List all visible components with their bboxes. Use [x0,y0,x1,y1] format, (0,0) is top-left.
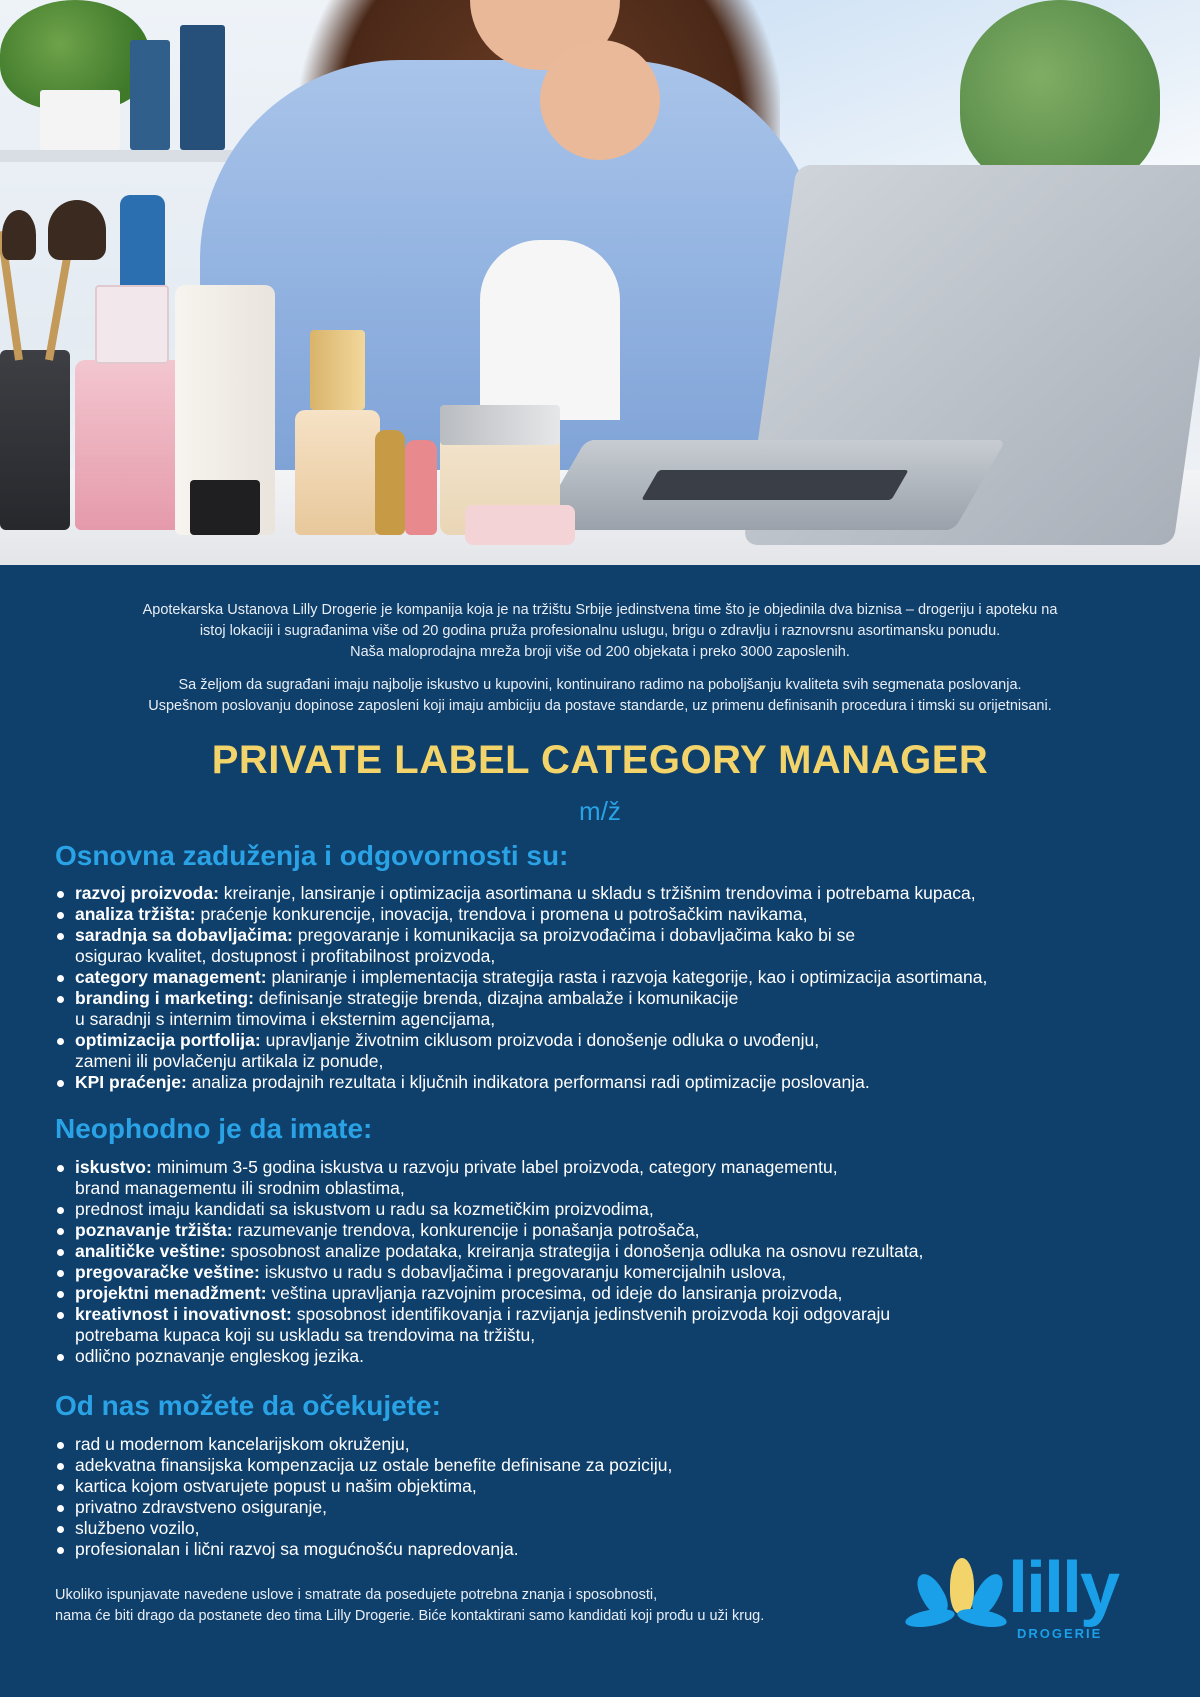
list-item [55,1283,1165,1304]
item-text: u saradnji s internim timovima i eksternim agencijama, [75,1009,496,1029]
shelf [0,150,250,162]
requirements-heading: Neophodno je da imate: [55,1113,373,1144]
list-item: adekvatna finansijska kompenzacija uz ostale benefite definisane za poziciju, [55,1455,1165,1476]
offer-list [55,1434,1165,1560]
item-label: branding i marketing: [75,988,254,1008]
item-text: sposobnost identifikovanja i razvijanja jedinstvenih proizvoda koji odgovaraju [291,1304,891,1324]
item-label: optimizacija portfolija: [75,1030,261,1050]
lipstick [375,430,405,535]
item-label: projektni menadžment: [75,1283,267,1303]
perfume-bottle-gold [295,410,380,535]
item-label: kreativnost i inovativnost: [75,1304,292,1324]
list-item: rad u modernom kancelarijskom okruženju, [55,1434,1165,1455]
closing-line-1: Ukoliko ispunjavate navedene uslove i smatrate da posedujete potrebna znanja i sposobnosti, [55,1587,658,1603]
offer-heading: Od nas možete da očekujete: [55,1390,441,1421]
item-text: veština upravljanja razvojnim procesima, od ideje do lansiranja proizvoda, [266,1283,843,1303]
item-text: analiza prodajnih rezultata i ključnih indikatora performansi radi optimizacije poslovanja. [186,1072,870,1092]
item-label: analiza tržišta: [75,904,196,924]
logo-petal [956,1606,1008,1630]
list-item [55,1262,1165,1283]
list-item: službeno vozilo, [55,1518,1165,1539]
logo-wordmark: lilly [1008,1548,1119,1628]
woman-hand [540,40,660,160]
tube-cap [190,480,260,535]
perfume-cap [95,285,169,364]
list-item [55,1030,1165,1072]
list-item [55,1346,1165,1367]
brush-bristle [48,200,106,260]
item-label: pregovaračke veštine: [75,1262,260,1282]
intro-line: Sa željom da sugrađani imaju najbolje iskustvo u kupovini, kontinuirano radimo na poboljšanju kvaliteta svih segmenata poslovanja. [178,677,1022,693]
company-intro [80,600,1120,729]
hero-photo [0,0,1200,565]
item-text: pregovaranje i komunikacija sa proizvođačima i dobavljačima kako bi se [292,925,856,945]
responsibilities-list [55,883,1165,1093]
list-item [55,904,1165,925]
item-label: saradnja sa dobavljačima: [75,925,293,945]
list-item [55,1072,1165,1093]
item-text: definisanje strategije brenda, dizajna ambalaže i komunikacije [253,988,739,1008]
shelf-pot [40,90,120,150]
item-label: KPI praćenje: [75,1072,187,1092]
list-item [55,1199,1165,1220]
intro-line: istoj lokaciji i sugrađanima više od 20 godina pruža profesionalnu uslugu, brigu o zdravlju i raznovrsnu asortimansku ponudu. [199,623,1001,639]
lilly-logo [905,1550,1155,1650]
list-item [55,1304,1165,1346]
plant-right [960,0,1160,190]
item-text: minimum 3-5 godina iskustva u razvoju private label proizvoda, category managementu, [151,1157,838,1177]
list-item [55,1157,1165,1199]
item-label: razvoj proizvoda: [75,883,219,903]
list-item [55,1220,1165,1241]
item-text: potrebama kupaca koji su uskladu sa trendovima na tržištu, [75,1325,536,1345]
list-item [55,883,1165,904]
lip-gloss [405,440,437,535]
list-item [55,1241,1165,1262]
item-text: sposobnost analize podataka, kreiranja strategija i donošenja odluka na osnovu rezultata, [225,1241,924,1261]
item-text: kreiranje, lansiranje i optimizacija asortimana u skladu s tržišnim trendovima i potrebama kupaca, [218,883,976,903]
item-label: iskustvo: [75,1157,152,1177]
brush-bristle [2,210,36,260]
intro-paragraph-2 [80,675,1120,717]
perfume-gold-cap [310,330,365,410]
list-item [55,967,1165,988]
item-label: poznavanje tržišta: [75,1220,233,1240]
closing-line-2: nama će biti drago da postanete deo tima Lilly Drogerie. Biće kontaktirani samo kandidati koji prođu u uži krug. [55,1608,765,1624]
list-item: profesionalan i lični razvoj sa mogućnošću napredovanja. [55,1539,1165,1560]
item-text: planiranje i implementacija strategija rasta i razvoja kategorije, kao i optimizacija asortimana, [266,967,988,987]
job-gender-note: m/ž [579,796,621,826]
item-text: iskustvo u radu s dobavljačima i pregovaranju komercijalnih uslova, [259,1262,787,1282]
responsibilities-heading: Osnovna zaduženja i odgovornosti su: [55,840,569,871]
intro-line: Apotekarska Ustanova Lilly Drogerie je kompanija koja je na tržištu Srbije jedinstvena time što je objedinila dva biznisa – drogeriju i apoteku na [142,602,1058,618]
item-text: osigurao kvalitet, dostupnost i profitabilnost proizvoda, [75,946,496,966]
list-item [55,925,1165,967]
item-label: analitičke veštine: [75,1241,226,1261]
requirements-list [55,1157,1165,1367]
list-item: kartica kojom ostvarujete popust u našim objektima, [55,1476,1165,1497]
item-text: prednost imaju kandidati sa iskustvom u radu sa kozmetičkim proizvodima, [75,1199,654,1219]
item-text: praćenje konkurencije, inovacija, trendova i promena u potrošačkim navikama, [195,904,808,924]
list-item: privatno zdravstveno osiguranje, [55,1497,1165,1518]
logo-subtitle: DROGERIE [1017,1626,1103,1641]
closing-note [55,1585,855,1627]
shelf-box [130,40,170,150]
compact [465,505,575,545]
laptop-keyboard [641,470,908,500]
item-label: category management: [75,967,267,987]
intro-line: Uspešnom poslovanju dopinose zaposleni koji imaju ambiciju da postave standarde, uz primenu definisanih procedura i timski su orijetnisani. [148,698,1052,714]
perfume-bottle-pink [75,360,185,530]
jar-lid [440,405,560,445]
intro-paragraph-1 [80,600,1120,663]
item-text: brand managementu ili srodnim oblastima, [75,1178,405,1198]
shelf-box [180,25,225,150]
item-text: upravljanje životnim ciklusom proizvoda i donošenje odluka o uvođenju, [260,1030,820,1050]
logo-petal [950,1558,974,1614]
woman-shirt [480,240,620,420]
brush-cup [0,350,70,530]
item-text: razumevanje trendova, konkurencije i ponašanja potrošača, [232,1220,700,1240]
item-text: zameni ili povlačenju artikala iz ponude, [75,1051,384,1071]
list-item [55,988,1165,1030]
job-title: PRIVATE LABEL CATEGORY MANAGER [211,738,989,782]
intro-line: Naša maloprodajna mreža broji više od 200 objekata i preko 3000 zaposlenih. [350,644,850,660]
item-text: odlično poznavanje engleskog jezika. [75,1346,364,1366]
